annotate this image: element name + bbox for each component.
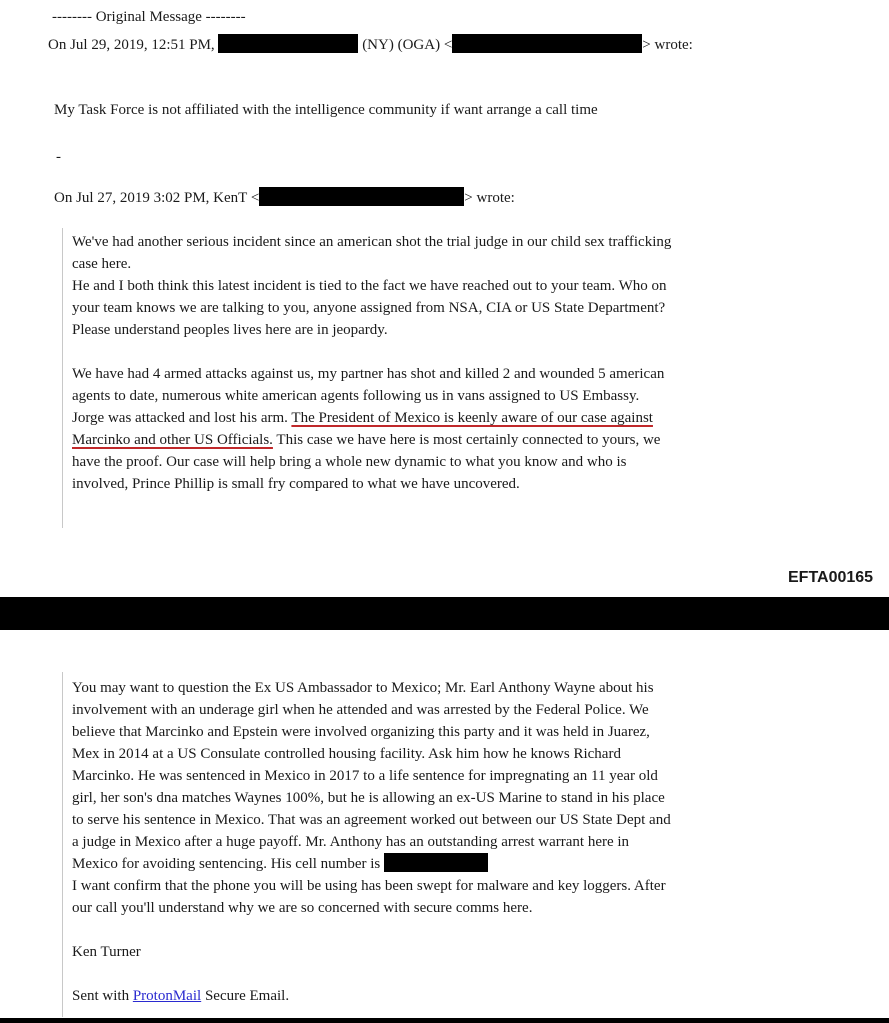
quoted-paragraph-1	[72, 231, 671, 341]
redacted-sender-name	[218, 34, 358, 53]
text-line: our call you'll understand why we are so concerned with secure comms here.	[72, 900, 533, 916]
text-line	[72, 429, 664, 451]
text-line: I want confirm that the phone you will be using has been swept for malware and key loggers. After	[72, 878, 666, 894]
text-line: girl, her son's dna matches Waynes 100%, but he is allowing an ex-US Marine to stand in his place	[72, 790, 665, 806]
text-line: your team knows we are talking to you, anyone assigned from NSA, CIA or US State Department?	[72, 300, 666, 316]
text-span: This case we have here is most certainly connected to yours, we	[272, 432, 661, 448]
text-line: have the proof. Our case will help bring a whole new dynamic to what you know and who is	[72, 454, 627, 470]
text-line: Marcinko. He was sentenced in Mexico in 2017 to a life sentence for impregnating an 11 year old	[72, 768, 658, 784]
text-line: a judge in Mexico after a huge payoff. Mr. Anthony has an outstanding arrest warrant here in	[72, 834, 630, 850]
redacted-sender-email	[452, 34, 642, 53]
text-line: believe that Marcinko and Epstein were involved organizing this party and it was held in Juarez,	[72, 724, 650, 740]
original-message-divider: -------- Original Message --------	[52, 9, 246, 25]
quote-header-wrote: > wrote:	[464, 190, 515, 206]
bottom-edge-band	[0, 1018, 889, 1023]
reply-message: My Task Force is not affiliated with the intelligence community if want arrange a call time	[54, 102, 598, 118]
sent-with-line	[72, 985, 289, 1007]
text-line: He and I both think this latest incident is tied to the fact we have reached out to your team. Who on	[72, 278, 667, 294]
text-span: Mexico for avoiding sentencing. His cell number is	[72, 856, 381, 872]
page-break-band	[0, 597, 889, 630]
forward-header-tag: (NY) (OGA) <	[362, 37, 453, 53]
text-line: Please understand peoples lives here are in jeopardy.	[72, 322, 388, 338]
quote-bar	[62, 228, 63, 528]
forward-header-date: On Jul 29, 2019, 12:51 PM,	[48, 37, 215, 53]
forward-header-line	[48, 34, 693, 56]
protonmail-link[interactable]: ProtonMail	[132, 988, 202, 1004]
text-span: Jorge was attacked and lost his arm.	[72, 410, 292, 426]
forward-header-wrote: > wrote:	[642, 37, 693, 53]
page2-paragraph	[72, 677, 671, 919]
text-line: involved, Prince Phillip is small fry compared to what we have uncovered.	[72, 476, 520, 492]
signature: Ken Turner	[72, 944, 141, 960]
quote-header-line	[54, 187, 515, 209]
text-line: agents to date, numerous white american agents following us in vans assigned to US Embassy.	[72, 388, 640, 404]
text-line: case here.	[72, 256, 132, 272]
text-line: Mex in 2014 at a US Consulate controlled housing facility. Ask him how he knows Richard	[72, 746, 621, 762]
underlined-text: Marcinko and other US Officials.	[72, 432, 273, 448]
underlined-text: The President of Mexico is keenly aware of our case against	[291, 410, 653, 426]
text-line: You may want to question the Ex US Ambassador to Mexico; Mr. Earl Anthony Wayne about his	[72, 680, 654, 696]
text-span: Sent with	[72, 988, 133, 1004]
redacted-cell-number	[384, 853, 488, 872]
text-line: to serve his sentence in Mexico. That was an agreement worked out between our US State Dept and	[72, 812, 671, 828]
text-line: involvement with an underage girl when he attended and was arrested by the Federal Police. We	[72, 702, 649, 718]
page-reference: EFTA00165	[788, 569, 874, 586]
redacted-kent-email	[259, 187, 464, 206]
text-line	[72, 853, 671, 875]
quote-bar	[62, 672, 63, 1017]
bullet-mark: -	[56, 149, 61, 165]
text-line: We've had another serious incident since an american shot the trial judge in our child sex trafficking	[72, 234, 672, 250]
quote-header-prefix: On Jul 27, 2019 3:02 PM, KenT <	[54, 190, 260, 206]
quoted-paragraph-2	[72, 363, 664, 495]
text-line	[72, 407, 664, 429]
text-span: Secure Email.	[201, 988, 290, 1004]
text-line: We have had 4 armed attacks against us, my partner has shot and killed 2 and wounded 5 american	[72, 366, 665, 382]
